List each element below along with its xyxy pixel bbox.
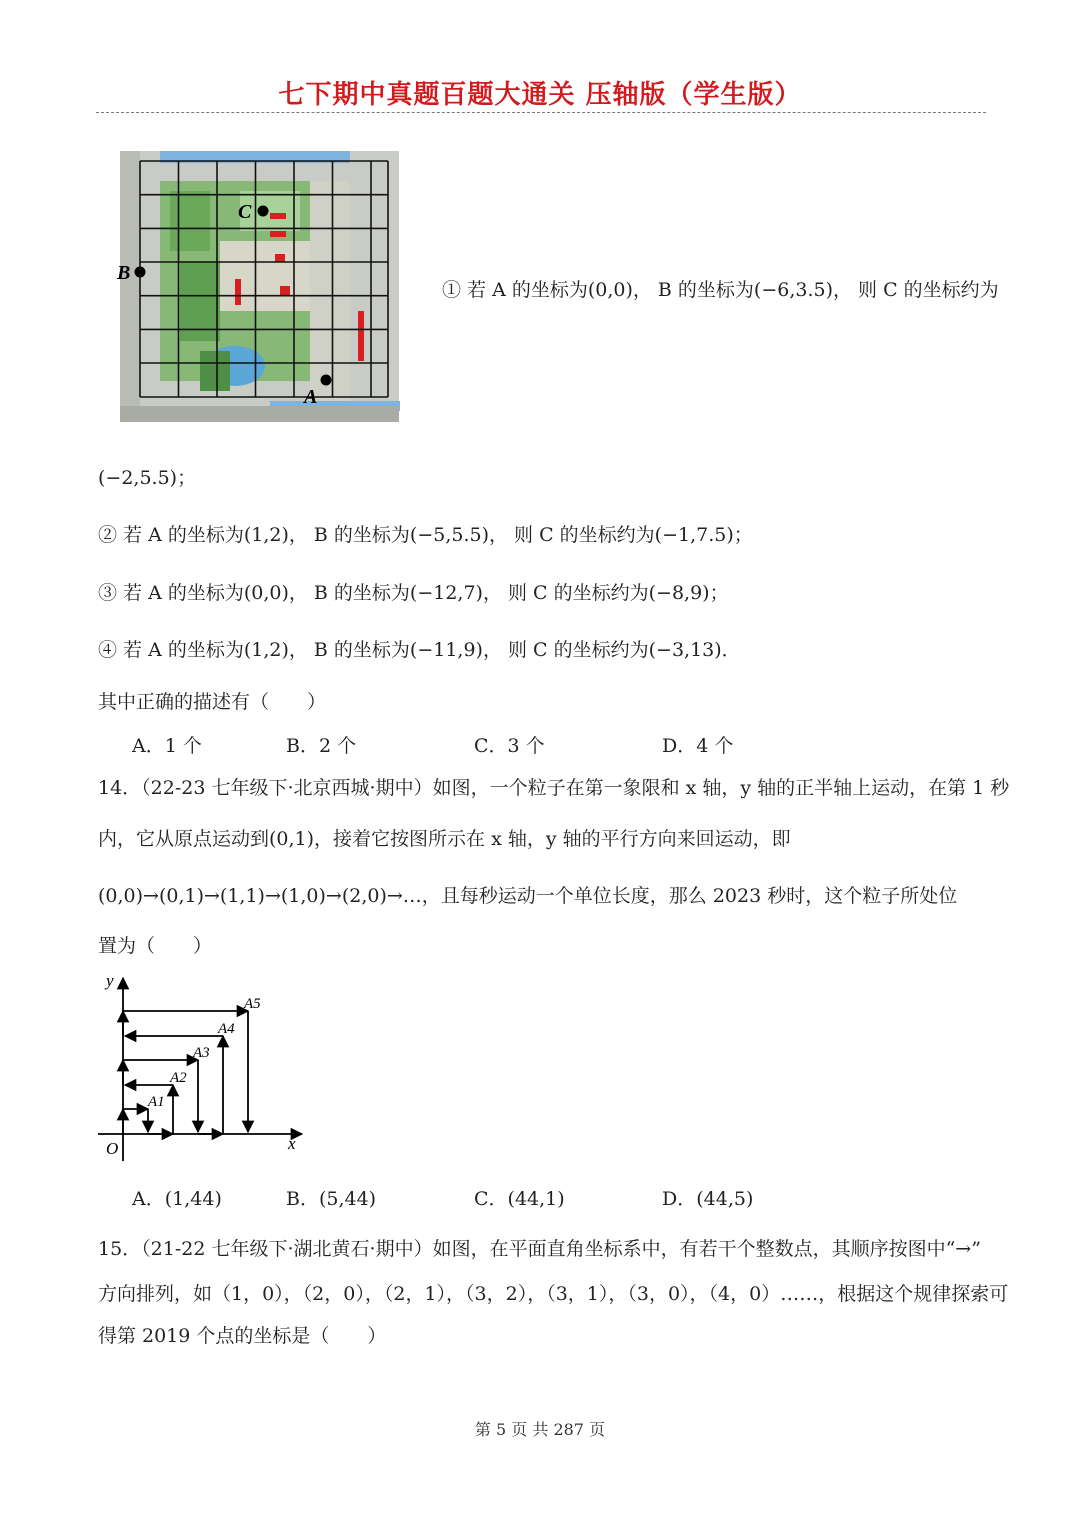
q13-statement-4: ④ 若 A 的坐标为(1,2)， B 的坐标为(−11,9)， 则 C 的坐标约为(−3,13)．: [98, 639, 741, 661]
origin-label: O: [106, 1139, 119, 1158]
map-point-a: [321, 375, 332, 386]
q13-statement-3: ③ 若 A 的坐标为(0,0)， B 的坐标为(−12,7)， 则 C 的坐标约为(−8,9)；: [98, 582, 729, 604]
map-label-c: C: [238, 201, 252, 223]
particle-path-figure: [90, 966, 320, 1166]
q14-option-c: C．(44,1): [474, 1188, 565, 1210]
campus-grid-map: [117, 151, 399, 422]
q14-line-3: (0,0)→(0,1)→(1,1)→(1,0)→(2,0)→…，且每秒运动一个单位长度，那么 2023 秒时，这个粒子所处位: [98, 885, 958, 907]
q13-statement-1-part-1: ① 若 A 的坐标为(0,0)， B 的坐标为(−6,3.5)， 则 C 的坐标约为: [442, 279, 999, 301]
q13-statement-1-part-2: (−2,5.5)；: [98, 467, 197, 489]
point-label-a2: A2: [170, 1070, 187, 1086]
q14-option-d: D．(44,5): [662, 1188, 754, 1210]
axis-label-y: y: [106, 971, 114, 990]
q13-option-b: B．2 个: [286, 735, 357, 757]
map-label-a: A: [304, 386, 318, 408]
page-header-title: 七下期中真题百题大通关 压轴版（学生版）: [278, 80, 802, 110]
map-label-b: B: [117, 262, 131, 284]
map-point-c: [258, 206, 269, 217]
q14-option-b: B．(5,44): [286, 1188, 377, 1210]
q13-option-c: C．3 个: [474, 735, 545, 757]
axis-label-x: x: [288, 1134, 296, 1153]
point-label-a1: A1: [148, 1094, 165, 1110]
q13-option-d: D．4 个: [662, 735, 734, 757]
q15-line-1: 15．（21-22 七年级下·湖北黄石·期中）如图，在平面直角坐标系中，有若干个整数点，其顺序按图中“→”: [98, 1238, 981, 1260]
q13-statement-2: ② 若 A 的坐标为(1,2)， B 的坐标为(−5,5.5)， 则 C 的坐标约为(−1,7.5)；: [98, 524, 753, 546]
page-footer: 第 5 页 共 287 页: [474, 1420, 606, 1439]
header-divider: [96, 112, 986, 113]
q13-option-a: A．1 个: [132, 735, 202, 757]
q14-line-2: 内，它从原点运动到(0,1)，接着它按图所示在 x 轴，y 轴的平行方向来回运动，即: [98, 828, 791, 850]
q14-line-1: 14．（22-23 七年级下·北京西城·期中）如图，一个粒子在第一象限和 x 轴，y 轴的正半轴上运动，在第 1 秒: [98, 777, 1010, 799]
point-label-a3: A3: [193, 1045, 210, 1061]
q14-option-a: A．(1,44): [132, 1188, 222, 1210]
q13-question: 其中正确的描述有（ ）: [98, 691, 327, 713]
point-label-a4: A4: [218, 1021, 235, 1037]
q15-line-2: 方向排列，如（1，0），（2，0），（2，1），（3，2），（3，1），（3，0），（4，0）……，根据这个规律探索可: [98, 1283, 1009, 1305]
q14-line-4: 置为（ ）: [98, 935, 213, 957]
map-point-b: [135, 267, 146, 278]
point-label-a5: A5: [244, 996, 261, 1012]
q15-line-3: 得第 2019 个点的坐标是（ ）: [98, 1325, 387, 1347]
